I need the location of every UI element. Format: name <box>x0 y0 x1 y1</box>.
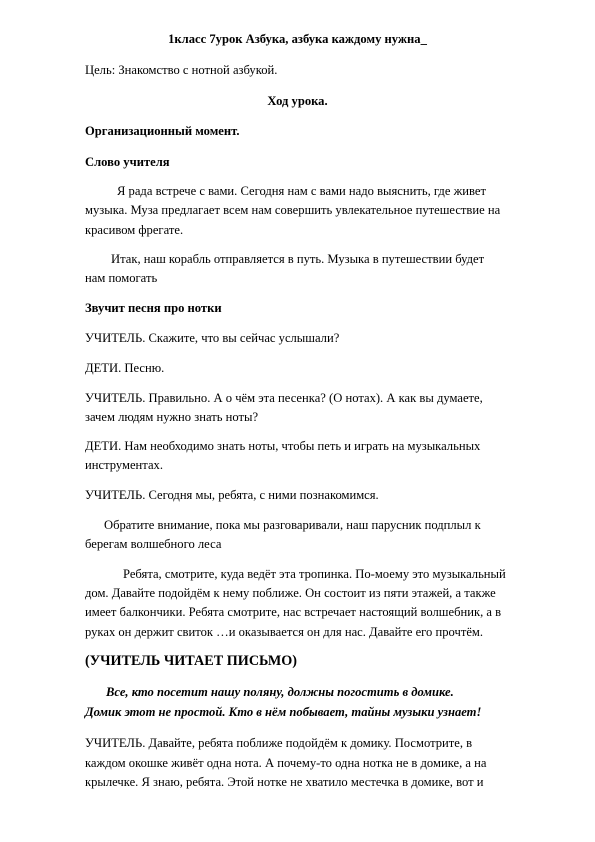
letter-line: Домик этот не простой. Кто в нём побывает, тайны музыки узнает! <box>85 705 482 719</box>
dialogue-line: инструментах. <box>85 458 163 472</box>
paragraph-line: Ребята, смотрите, куда ведёт эта тропинка. По-моему это музыкальный <box>123 567 506 581</box>
dialogue-line: ДЕТИ. Нам необходимо знать ноты, чтобы петь и играть на музыкальных <box>85 439 481 453</box>
letter-line: Все, кто посетит нашу поляну, должны погостить в домике. <box>106 685 454 699</box>
document-title: 1класс 7урок Азбука, азбука каждому нужна_ <box>168 32 427 46</box>
section-teacher-word: Слово учителя <box>85 155 170 169</box>
dialogue-line: УЧИТЕЛЬ. Правильно. А о чём эта песенка? (О нотах). А как вы думаете, <box>85 391 483 405</box>
section-org-moment: Организационный момент. <box>85 124 240 138</box>
paragraph-line: дом. Давайте подойдём к нему поближе. Он состоит из пяти этажей, а также <box>85 586 496 600</box>
paragraph-line: нам помогать <box>85 271 158 285</box>
paragraph-line: имеет балкончики. Ребята смотрите, нас встречает настоящий волшебник, а в <box>85 605 502 619</box>
paragraph-line: Я рада встрече с вами. Сегодня нам с вами надо выяснить, где живет <box>117 184 486 198</box>
paragraph-line: руках он держит свиток …и оказывается он для нас. Давайте его прочтём. <box>85 625 484 639</box>
song-note: Звучит песня про нотки <box>85 301 222 315</box>
paragraph-line: каждом окошке живёт одна нота. А почему-то одна нотка не в домике, а на <box>85 756 487 770</box>
lesson-heading: Ход урока. <box>267 94 328 108</box>
paragraph-line: красивом фрегате. <box>85 223 184 237</box>
lesson-goal: Цель: Знакомство с нотной азбукой. <box>85 63 278 77</box>
paragraph-line: музыка. Муза предлагает всем нам совершить увлекательное путешествие на <box>85 203 501 217</box>
paragraph-line: Обратите внимание, пока мы разговаривали, наш парусник подплыл к <box>104 518 481 532</box>
dialogue-line: УЧИТЕЛЬ. Сегодня мы, ребята, с ними познакомимся. <box>85 488 379 502</box>
paragraph-line: УЧИТЕЛЬ. Давайте, ребята поближе подойдём к домику. Посмотрите, в <box>85 736 473 750</box>
dialogue-line: зачем людям нужно знать ноты? <box>85 410 259 424</box>
paragraph-line: крылечке. Я знаю, ребята. Этой нотке не хватило местечка в домике, вот и <box>85 775 484 789</box>
dialogue-line: УЧИТЕЛЬ. Скажите, что вы сейчас услышали? <box>85 331 340 345</box>
letter-heading: (УЧИТЕЛЬ ЧИТАЕТ ПИСЬМО) <box>85 653 298 669</box>
paragraph-line: берегам волшебного леса <box>85 537 222 551</box>
paragraph-line: Итак, наш корабль отправляется в путь. Музыка в путешествии будет <box>111 252 485 266</box>
dialogue-line: ДЕТИ. Песню. <box>85 361 165 375</box>
